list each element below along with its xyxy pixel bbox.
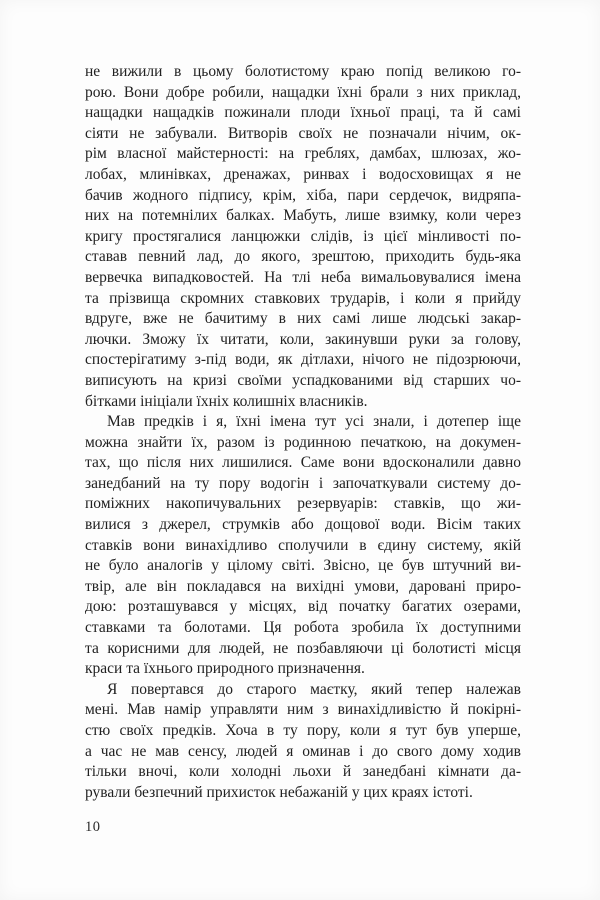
text-line: рою. Вони добре робили, нащадки їхні брали з них приклад,	[85, 83, 521, 101]
text-line: занедбаний на ту пору водогін і започаткували систему до-	[85, 474, 521, 492]
text-line: тах, що після них лишилися. Саме вони вдосконалили давно	[85, 454, 521, 472]
text-line: стю своїх предків. Хоча в ту пору, коли я тут був уперше,	[85, 722, 521, 739]
text-line: можна знайти їх, разом із родинною печаткою, на докумен-	[85, 433, 521, 451]
text-line: вилися з джерел, струмків або дощової води. Вісім таких	[85, 516, 521, 534]
text-line: лючки. Зможу їх читати, коли, закинувши руки за голову,	[85, 330, 521, 348]
text-line: поміжних накопичувальних резервуарів: ставків, що жи-	[85, 495, 521, 513]
text-line: Я повертався до старого маєтку, який тепер належав	[107, 680, 521, 698]
text-line: бітками ініціали їхніх колишніх власників.	[85, 392, 368, 410]
text-line: ставав певний лад, до якого, зрештою, приходить будь-яка	[85, 248, 521, 266]
text-line: тільки вночі, коли холодні льохи й занедбані кімнати да-	[85, 763, 521, 781]
paragraph	[85, 680, 521, 804]
page-number: 10	[85, 819, 101, 835]
text-line: та прізвища скромних ставкових трударів, і коли я прийду	[85, 289, 521, 307]
text-line: ставків вони винахідливо сполучили в єдину систему, якій	[85, 536, 521, 554]
text-line: лобах, млинівках, дренажах, ринвах і водосховищах я не	[85, 165, 521, 183]
paragraph	[85, 412, 521, 680]
text-line: а час не мав сенсу, людей я оминав і до свого дому ходив	[85, 742, 521, 760]
text-line: вдруге, вже не бачитиму в них самі лише людські закар-	[85, 310, 521, 328]
text-line: краси та їхнього природного призначення.	[85, 660, 365, 678]
text-line: Мав предків і я, їхні імена тут усі знали, і дотепер іще	[107, 413, 521, 431]
text-line: рім власної майстерності: на греблях, дамбах, шлюзах, жо-	[85, 145, 521, 163]
text-line: дою: розташувався у місцях, від початку багатих озерами,	[85, 598, 521, 616]
text-line: рували безпечний прихисток небажаній у цих краях істоті.	[85, 783, 473, 801]
text-line: сіяти не забували. Витворів своїх не позначали нічим, ок-	[85, 124, 521, 142]
text-line: твір, але він покладався на вихідні умови, даровані приро-	[85, 577, 521, 595]
text-line: не вижили в цьому болотистому краю попід великою го-	[85, 63, 521, 80]
text-line: ставками та болотами. Ця робота зробила їх доступними	[85, 619, 521, 637]
text-line: нащадки нащадків пожинали плоди їхньої праці, та й самі	[85, 104, 521, 122]
text-block	[85, 62, 521, 803]
text-line: не було аналогів у цілому світі. Звісно, це був штучний ви-	[85, 557, 521, 575]
text-line: бачив жодного підпису, крім, хіба, пари сердечок, видряпа-	[85, 186, 521, 204]
text-line: виписують на кризі своїми успадкованими від старших чо-	[85, 371, 521, 389]
text-line: них на потемнілих балках. Мабуть, лише взимку, коли через	[85, 207, 521, 225]
text-line: вервечка випадковостей. На тлі неба вимальовувалися імена	[85, 268, 521, 286]
paragraph	[85, 62, 521, 412]
text-line: кригу простягалися ланцюжки слідів, із цієї мінливості по-	[85, 227, 521, 245]
text-line: мені. Мав намір управляти ним з винахідливістю й покірні-	[85, 701, 521, 719]
text-line: спостерігатиму з-під води, як дітлахи, нічого не підозрюючи,	[85, 351, 521, 369]
text-line: та корисними для людей, не позбавляючи ці болотисті місця	[85, 639, 521, 657]
